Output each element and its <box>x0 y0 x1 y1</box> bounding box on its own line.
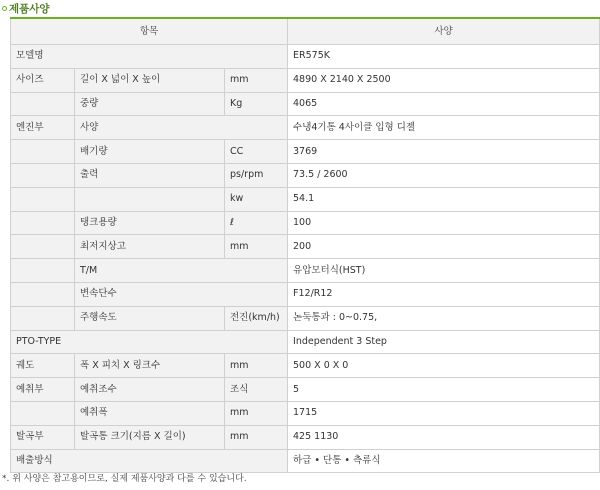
table-row <box>11 259 600 283</box>
table-row <box>11 306 600 330</box>
discharge-value: 하급 • 단통 • 측류식 <box>288 449 600 473</box>
tm-label: T/M <box>75 259 288 283</box>
table-row <box>11 235 600 259</box>
empty-group-cell <box>11 187 75 211</box>
reaper-rows-value: 5 <box>288 378 600 402</box>
thresher-label: 탈곡통 크기(지름 X 길이) <box>75 425 225 449</box>
empty-group-cell <box>11 401 75 425</box>
footnote: *. 위 사양은 참고용이므로, 실제 제품사양과 다를 수 있습니다. <box>2 474 247 484</box>
size-label: 길이 X 넓이 X 높이 <box>75 68 225 92</box>
empty-group-cell <box>11 140 75 164</box>
table-row <box>11 378 600 402</box>
table-row <box>11 163 600 187</box>
spec-table <box>10 17 600 473</box>
empty-group-cell <box>11 306 75 330</box>
empty-group-cell <box>11 259 75 283</box>
table-row <box>11 211 600 235</box>
reaper-width-label: 예취폭 <box>75 401 225 425</box>
table-row <box>11 354 600 378</box>
displacement-value: 3769 <box>288 140 600 164</box>
tm-value: 유압모터식(HST) <box>288 259 600 283</box>
displacement-label: 배기량 <box>75 140 225 164</box>
speed-unit: 전진(km/h) <box>225 306 288 330</box>
output-ps-unit: ps/rpm <box>225 163 288 187</box>
empty-group-cell <box>11 92 75 116</box>
empty-group-cell <box>11 163 75 187</box>
engine-group: 엔진부 <box>11 116 75 140</box>
reaper-width-unit: mm <box>225 401 288 425</box>
tank-label: 탱크용량 <box>75 211 225 235</box>
track-value: 500 X 0 X 0 <box>288 354 600 378</box>
section-title-text: 제품사양 <box>9 3 50 15</box>
tank-value: 100 <box>288 211 600 235</box>
reaper-rows-unit: 조식 <box>225 378 288 402</box>
table-header-row <box>11 18 600 45</box>
clearance-unit: mm <box>225 235 288 259</box>
empty-group-cell <box>11 211 75 235</box>
empty-group-cell <box>11 235 75 259</box>
track-unit: mm <box>225 354 288 378</box>
engine-type-label: 사양 <box>75 116 288 140</box>
table-row <box>11 45 600 69</box>
table-row <box>11 140 600 164</box>
speed-value: 논둑통과 : 0~0.75, <box>288 306 600 330</box>
table-row <box>11 187 600 211</box>
output-label: 출력 <box>75 163 225 187</box>
reaper-group: 예취부 <box>11 378 75 402</box>
weight-value: 4065 <box>288 92 600 116</box>
size-group: 사이즈 <box>11 68 75 92</box>
header-item: 항목 <box>11 18 288 45</box>
circle-bullet-icon <box>2 6 7 11</box>
empty-label-cell <box>75 187 225 211</box>
weight-unit: Kg <box>225 92 288 116</box>
thresher-group: 탈곡부 <box>11 425 75 449</box>
output-kw-value: 54.1 <box>288 187 600 211</box>
section-title <box>2 1 50 17</box>
track-label: 폭 X 피치 X 링크수 <box>75 354 225 378</box>
clearance-label: 최저지상고 <box>75 235 225 259</box>
table-row <box>11 330 600 354</box>
model-label: 모델명 <box>11 45 288 69</box>
track-group: 궤도 <box>11 354 75 378</box>
engine-type-value: 수냉4기통 4사이클 입형 디젤 <box>288 116 600 140</box>
weight-label: 중량 <box>75 92 225 116</box>
gears-label: 변속단수 <box>75 282 288 306</box>
displacement-unit: CC <box>225 140 288 164</box>
table-row <box>11 425 600 449</box>
model-value: ER575K <box>288 45 600 69</box>
size-unit: mm <box>225 68 288 92</box>
reaper-width-value: 1715 <box>288 401 600 425</box>
header-spec: 사양 <box>288 18 600 45</box>
output-kw-unit: kw <box>225 187 288 211</box>
table-row <box>11 68 600 92</box>
tank-unit: ℓ <box>225 211 288 235</box>
table-row <box>11 282 600 306</box>
reaper-rows-label: 예취조수 <box>75 378 225 402</box>
size-value: 4890 X 2140 X 2500 <box>288 68 600 92</box>
table-row <box>11 92 600 116</box>
speed-label: 주행속도 <box>75 306 225 330</box>
pto-value: Independent 3 Step <box>288 330 600 354</box>
pto-label: PTO-TYPE <box>11 330 288 354</box>
output-ps-value: 73.5 / 2600 <box>288 163 600 187</box>
gears-value: F12/R12 <box>288 282 600 306</box>
thresher-unit: mm <box>225 425 288 449</box>
thresher-value: 425 1130 <box>288 425 600 449</box>
empty-group-cell <box>11 282 75 306</box>
clearance-value: 200 <box>288 235 600 259</box>
discharge-label: 배출방식 <box>11 449 288 473</box>
table-row <box>11 449 600 473</box>
table-row <box>11 116 600 140</box>
table-row <box>11 401 600 425</box>
